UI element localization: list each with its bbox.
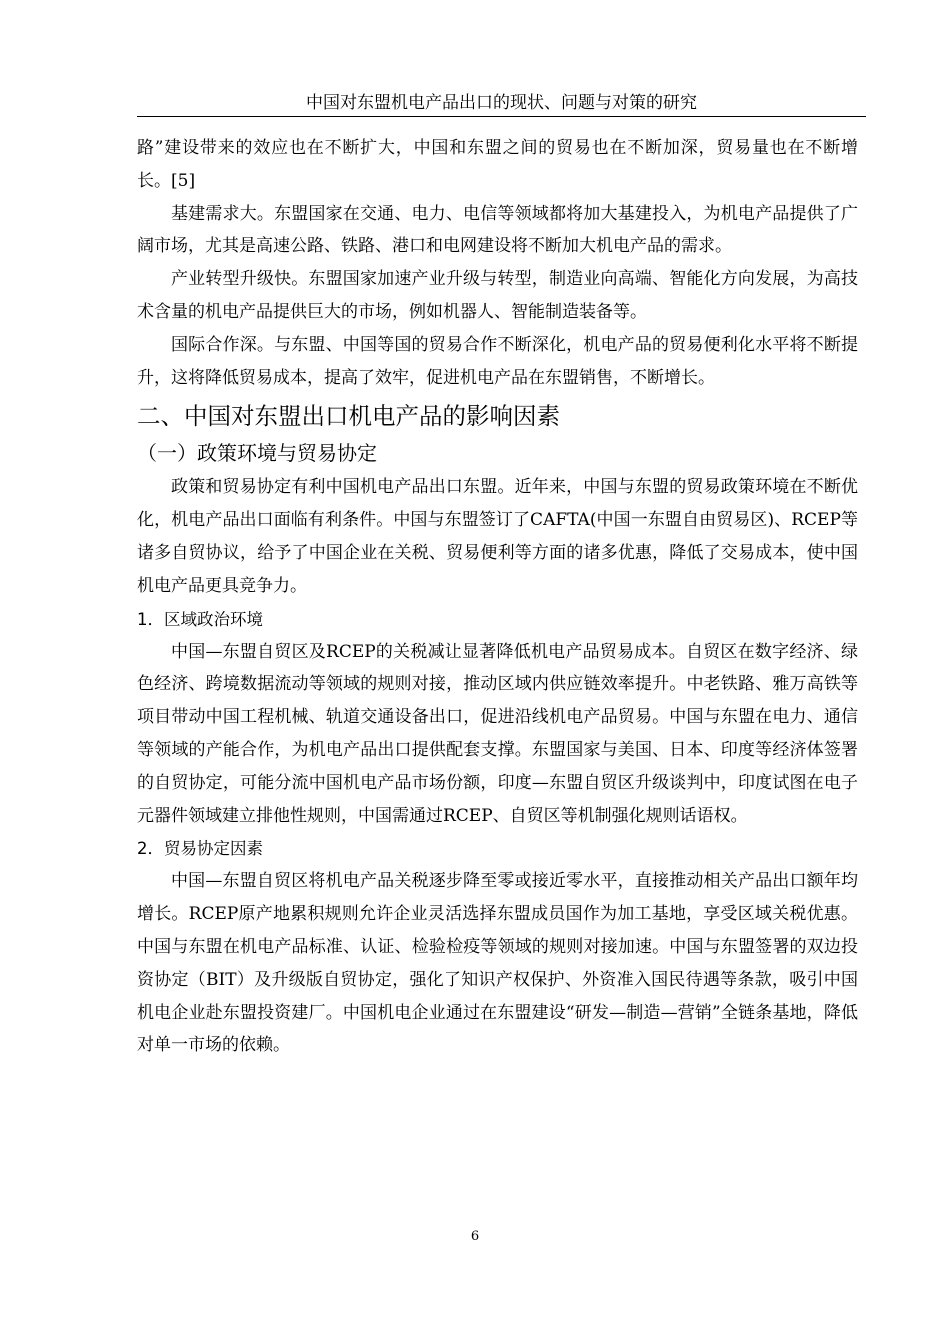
paragraph-political-environment: 中国—东盟自贸区及RCEP的关税减让显著降低机电产品贸易成本。自贸区在数字经济、绿色经济、跨境数据流动等领域的规则对接，推动区域内供应链效率提升。中老铁路、雅万高铁等项目带动中国工程机械、轨道交通设备出口，促进沿线机电产品贸易。中国与东盟在电力、通信等领域的产能合作，为机电产品出口提供配套支撑。东盟国家与美国、日本、印度等经济体签署的自贸协定，可能分流中国机电产品市场份额，印度—东盟自贸区升级谈判中，印度试图在电子元器件领域建立排他性规则，中国需通过RCEP、自贸区等机制强化规则话语权。 bbox=[137, 641, 858, 826]
subsection-heading: （一）政策环境与贸易协定 bbox=[137, 441, 377, 466]
paragraph-continued: 路”建设带来的效应也在不断扩大，中国和东盟之间的贸易也在不断加深，贸易量也在不断增长。[5] bbox=[137, 138, 858, 191]
item-heading-political-environment: 1．区域政治环境 bbox=[137, 609, 263, 629]
running-header: 中国对东盟机电产品出口的现状、问题与对策的研究 bbox=[306, 93, 697, 113]
item-heading-trade-agreement: 2．贸易协定因素 bbox=[137, 839, 263, 859]
paragraph-international-cooperation: 国际合作深。与东盟、中国等国的贸易合作不断深化，机电产品的贸易便利化水平将不断提升，这将降低贸易成本，提高了效牢，促进机电产品在东盟销售，不断增长。 bbox=[137, 334, 858, 388]
paragraph-infrastructure-demand: 基建需求大。东盟国家在交通、电力、电信等领域都将加大基建投入，为机电产品提供了广阔市场，尤其是高速公路、铁路、港口和电网建设将不断加大机电产品的需求。 bbox=[137, 203, 858, 257]
body-text bbox=[137, 132, 858, 1062]
paragraph-policy: 政策和贸易协定有利中国机电产品出口东盟。近年来，中国与东盟的贸易政策环境在不断优化，机电产品出口面临有利条件。中国与东盟签订了CAFTA(中国一东盟自由贸易区)、RCEP等诸多自贸协议，给予了中国企业在关税、贸易便利等方面的诸多优惠，降低了交易成本，使中国机电产品更具竞争力。 bbox=[137, 477, 858, 596]
paragraph-trade-agreement: 中国—东盟自贸区将机电产品关税逐步降至零或接近零水平，直接推动相关产品出口额年均增长。RCEP原产地累积规则允许企业灵活选择东盟成员国作为加工基地，享受区域关税优惠。中国与东盟在机电产品标准、认证、检验检疫等领域的规则对接加速。中国与东盟签署的双边投资协定（BIT）及升级版自贸协定，强化了知识产权保护、外资准入国民待遇等条款，吸引中国机电企业赴东盟投资建厂。中国机电企业通过在东盟建设“研发—制造—营销”全链条基地，降低对单一市场的依赖。 bbox=[137, 871, 858, 1056]
paragraph-industry-upgrade: 产业转型升级快。东盟国家加速产业升级与转型，制造业向高端、智能化方向发展，为高技术含量的机电产品提供巨大的市场，例如机器人、智能制造装备等。 bbox=[137, 269, 858, 322]
section-heading: 二、中国对东盟出口机电产品的影响因素 bbox=[137, 402, 560, 431]
header-rule bbox=[137, 116, 866, 117]
page-number: 6 bbox=[470, 1229, 480, 1244]
